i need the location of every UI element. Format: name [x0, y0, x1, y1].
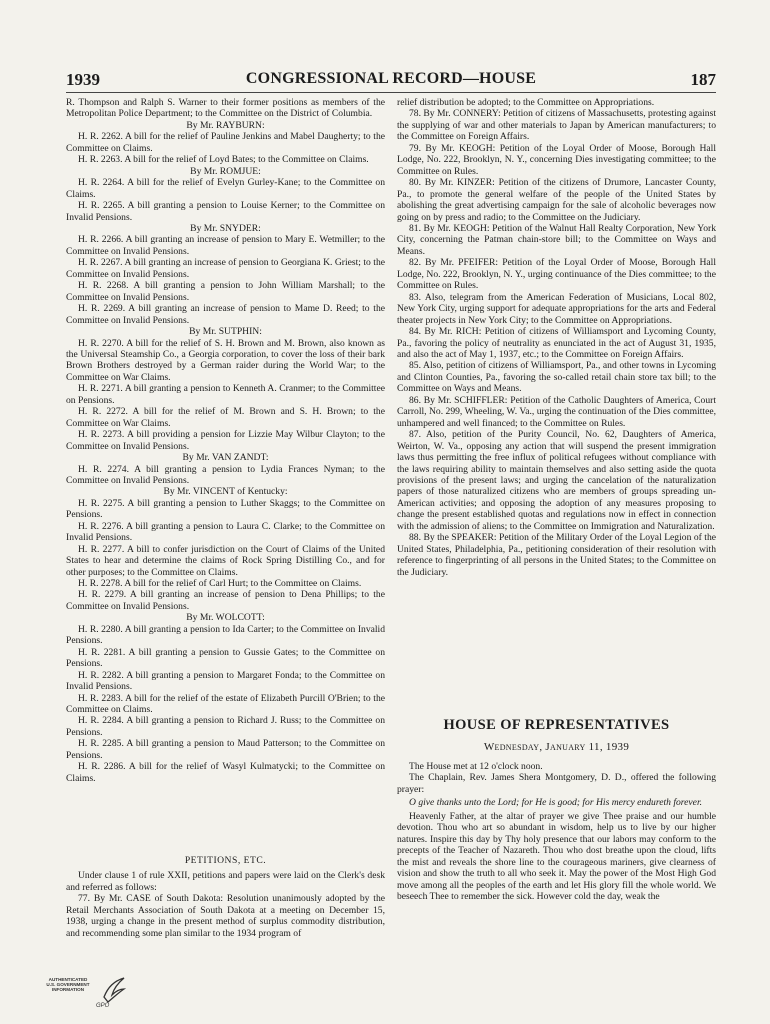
petition-entry: 87. Also, petition of the Purity Council, No. 62, Daughters of America, Weirton, W. Va., opposing any action that will suspend the present immigration laws thus permitting the free influx of political refugees without compliance with the laws requiring ability to maintain themselves and also setting aside the quota provisions of the present laws; and urging the cancelation of the naturalization papers of those naturalized citizens who are members of groups spreading un-American activities; and opposing the adoption of any measures proposing to change the present established quotas and regulations now in effect in connection with the admission of aliens; to the Committee on Immigration and Naturalization. [397, 429, 716, 532]
sponsor-line: By Mr. RAYBURN: [186, 119, 265, 131]
petition-entry: 80. By Mr. KINZER: Petition of the citizens of Drumore, Lancaster County, Pa., to promote the general welfare of the people of the United States by abolishing the great advertising campaign for the sale of alcoholic beverages now going on by press and radio; to the Committee on the Judiciary. [397, 177, 716, 223]
bill-entry: H. R. 2270. A bill for the relief of S. H. Brown and M. Brown, also known as the Universal Steamship Co., a Georgia corporation, to cover the loss of their bark Brown Brothers destroyed by a German raider during the World War; to the Committee on War Claims. [66, 337, 385, 383]
petition-entry: 79. By Mr. KEOGH: Petition of the Loyal Order of Moose, Borough Hall Lodge, No. 222, Brooklyn, N. Y., concerning Dies investigating committee; to the Committee on Rules. [397, 142, 716, 177]
petition-entry: 83. Also, telegram from the American Federation of Musicians, Local 802, New York City, urging support for adequate appropriations for the arts and Federal theater projects in New York City; to the Committee on Appropriations. [397, 291, 716, 326]
petition-entry: 86. By Mr. SCHIFFLER: Petition of the Catholic Daughters of America, Court Carroll, No. 299, Wheeling, W. Va., urging the continuation of the Dies committee, unhampered and well financed; to the Committee on Rules. [397, 394, 716, 429]
petition-entry: 81. By Mr. KEOGH: Petition of the Walnut Hall Realty Corporation, New York City, concerning the Patman chain-store bill; to the Committee on Ways and Means. [397, 222, 716, 257]
bill-entry: H. R. 2273. A bill providing a pension for Lizzie May Wilbur Clayton; to the Committee on Invalid Pensions. [66, 429, 385, 452]
header-year: 1939 [66, 70, 100, 89]
bill-entry: H. R. 2282. A bill granting a pension to Margaret Fonda; to the Committee on Invalid Pensions. [66, 669, 385, 693]
petition-entry: 82. By Mr. PFEIFER: Petition of the Loyal Order of Moose, Borough Hall Lodge, No. 222, Brooklyn, N. Y., urging continuance of the Dies committee; to the Committee on Rules. [397, 257, 716, 292]
right-column [397, 97, 716, 737]
header-page-number: 187 [690, 70, 716, 89]
left-column [66, 97, 385, 887]
continued-paragraph: relief distribution be adopted; to the Committee on Appropriations. [397, 97, 655, 108]
sponsor-line: By Mr. WOLCOTT: [186, 612, 265, 624]
house-date: Wednesday, January 11, 1939 [483, 741, 630, 753]
bill-entry: H. R. 2284. A bill granting a pension to Richard J. Russ; to the Committee on Pensions. [66, 715, 385, 738]
bill-entry: H. R. 2265. A bill granting a pension to Louise Kerner; to the Committee on Invalid Pensions. [66, 200, 385, 223]
bill-entry: H. R. 2262. A bill for the relief of Pauline Jenkins and Mabel Daugherty; to the Committee on Claims. [66, 131, 385, 154]
petition-entry: 85. Also, petition of citizens of Williamsport, Pa., and other towns in Lycoming and Clinton Counties, Pa., favoring the so-called retail chain store tax bill; to the Committee on Ways and Means. [397, 360, 716, 395]
bill-entry: H. R. 2275. A bill granting a pension to Luther Skaggs; to the Committee on Pensions. [66, 497, 385, 521]
bill-entry: H. R. 2263. A bill for the relief of Loyd Bates; to the Committee on Claims. [78, 154, 369, 166]
petition-entry: 84. By Mr. RICH: Petition of citizens of Williamsport and Lycoming County, Pa., favoring the policy of neutrality as enunciated in the act of August 31, 1935, and also the act of May 1, 1937, etc.; to the Committee on Foreign Affairs. [397, 326, 716, 360]
sponsor-line: By Mr. VINCENT of Kentucky: [163, 486, 288, 498]
page-header [66, 70, 716, 93]
sponsor-line: By Mr. SUTPHIN: [189, 326, 262, 338]
header-title: CONGRESSIONAL RECORD—HOUSE [245, 70, 537, 87]
gpo-label: GPO [96, 1003, 110, 1009]
petition-entry: 78. By Mr. CONNERY: Petition of citizens of Massachusetts, protesting against the supplying of war and other materials to Japan by American manufacturers; to the Committee on Foreign Affairs. [397, 108, 716, 143]
petitions-heading: PETITIONS, ETC. [184, 855, 267, 866]
bill-entry: H. R. 2283. A bill for the relief of the estate of Elizabeth Purcill O'Brien; to the Committee on Claims. [66, 692, 385, 716]
bill-entry: H. R. 2267. A bill granting an increase of pension to Georgiana K. Griest; to the Committee on Invalid Pensions. [66, 257, 385, 280]
chaplain-intro: The Chaplain, Rev. James Shera Montgomery, D. D., offered the following prayer: [397, 772, 716, 795]
bill-entry: H. R. 2264. A bill for the relief of Evelyn Gurley-Kane; to the Committee on Claims. [66, 177, 385, 200]
house-met: The House met at 12 o'clock noon. [409, 761, 543, 772]
petition-entry: 88. By the SPEAKER: Petition of the Military Order of the Loyal Legion of the United States, Philadelphia, Pa., petitioning consideration of their resolution with reference to fingerprinting of all persons in the United States; to the Committee on the Judiciary. [397, 532, 716, 578]
bill-entry: H. R. 2280. A bill granting a pension to Ida Carter; to the Committee on Invalid Pensions. [66, 623, 385, 647]
bill-entry: H. R. 2272. A bill for the relief of M. Brown and S. H. Brown; to the Committee on War Claims. [66, 406, 385, 429]
bill-entry: H. R. 2278. A bill for the relief of Carl Hurt; to the Committee on Claims. [78, 578, 362, 590]
petitions-paragraph: Under clause 1 of rule XXII, petitions and papers were laid on the Clerk's desk and referred as follows: [66, 870, 385, 893]
bill-entry: H. R. 2281. A bill granting a pension to Gussie Gates; to the Committee on Pensions. [66, 646, 385, 670]
bill-entry: H. R. 2274. A bill granting a pension to Lydia Frances Nyman; to the Committee on Invalid Pensions. [66, 463, 385, 486]
bill-entry: H. R. 2271. A bill granting a pension to Kenneth A. Cranmer; to the Committee on Pensions. [66, 383, 385, 406]
prayer-text: Heavenly Father, at the altar of prayer we give Thee praise and our humble devotion. Thou who art so abundant in wisdom, help us to live by our higher natures. Inspire this day by Thy holy presence that our labors may conform to the precepts of the Teacher of Nazareth. Thou who dost breathe upon the cloud, lifts the mist and reveals the shore line to the courageous mariners, give clearness of vision and show the truth to all who seek it. May the power of the Most High God move among all the peoples of the earth and let His glory fill the whole world. We beseech Thee to remember the sick. However cold the day, weak the [397, 810, 716, 902]
eagle-icon [100, 975, 128, 1005]
bill-entry: H. R. 2269. A bill granting an increase of pension to Mame D. Reed; to the Committee on Invalid Pensions. [66, 303, 385, 326]
house-heading: HOUSE OF REPRESENTATIVES [443, 717, 670, 733]
bill-entry: H. R. 2268. A bill granting a pension to John William Marshall; to the Committee on Invalid Pensions. [66, 280, 385, 303]
petitions-section [66, 855, 385, 955]
bill-entry: H. R. 2266. A bill granting an increase of pension to Mary E. Wetmiller; to the Committee on Invalid Pensions. [66, 234, 385, 257]
petitions-paragraph: 77. By Mr. CASE of South Dakota: Resolution unanimously adopted by the Retail Merchants Association of South Dakota at a meeting on December 15, 1938, urging a change in the present method of surplus commodity distribution, and recommending some plan similar to the 1934 program of [66, 893, 385, 939]
sponsor-line: By Mr. VAN ZANDT: [182, 452, 269, 464]
bill-entry: H. R. 2279. A bill granting an increase of pension to Dena Phillips; to the Committee on Invalid Pensions. [66, 589, 385, 612]
gpo-authentication-logo [38, 975, 138, 1015]
gpo-logo-text: AUTHENTICATED U.S. GOVERNMENT INFORMATION [46, 977, 90, 993]
bill-entry: H. R. 2277. A bill to confer jurisdiction on the Court of Claims of the United States to hear and determine the claims of Rock Spring Distilling Co., and for other purposes; to the Committee on Claims. [66, 543, 385, 578]
prayer-lead: O give thanks unto the Lord; for He is good; for His mercy endureth forever. [409, 797, 703, 809]
house-proceedings [397, 761, 716, 961]
sponsor-line: By Mr. ROMJUE: [190, 165, 261, 177]
bill-entry: H. R. 2276. A bill granting a pension to Laura C. Clarke; to the Committee on Invalid Pensions. [66, 520, 385, 544]
bill-entry: H. R. 2285. A bill granting a pension to Maud Patterson; to the Committee on Pensions. [66, 738, 385, 761]
sponsor-line: By Mr. SNYDER: [190, 222, 261, 234]
bill-entry: H. R. 2286. A bill for the relief of Wasyl Kulmatycki; to the Committee on Claims. [66, 761, 385, 784]
continued-paragraph: R. Thompson and Ralph S. Warner to their former positions as members of the Metropolitan Police Department; to the Committee on the District of Columbia. [66, 97, 385, 120]
